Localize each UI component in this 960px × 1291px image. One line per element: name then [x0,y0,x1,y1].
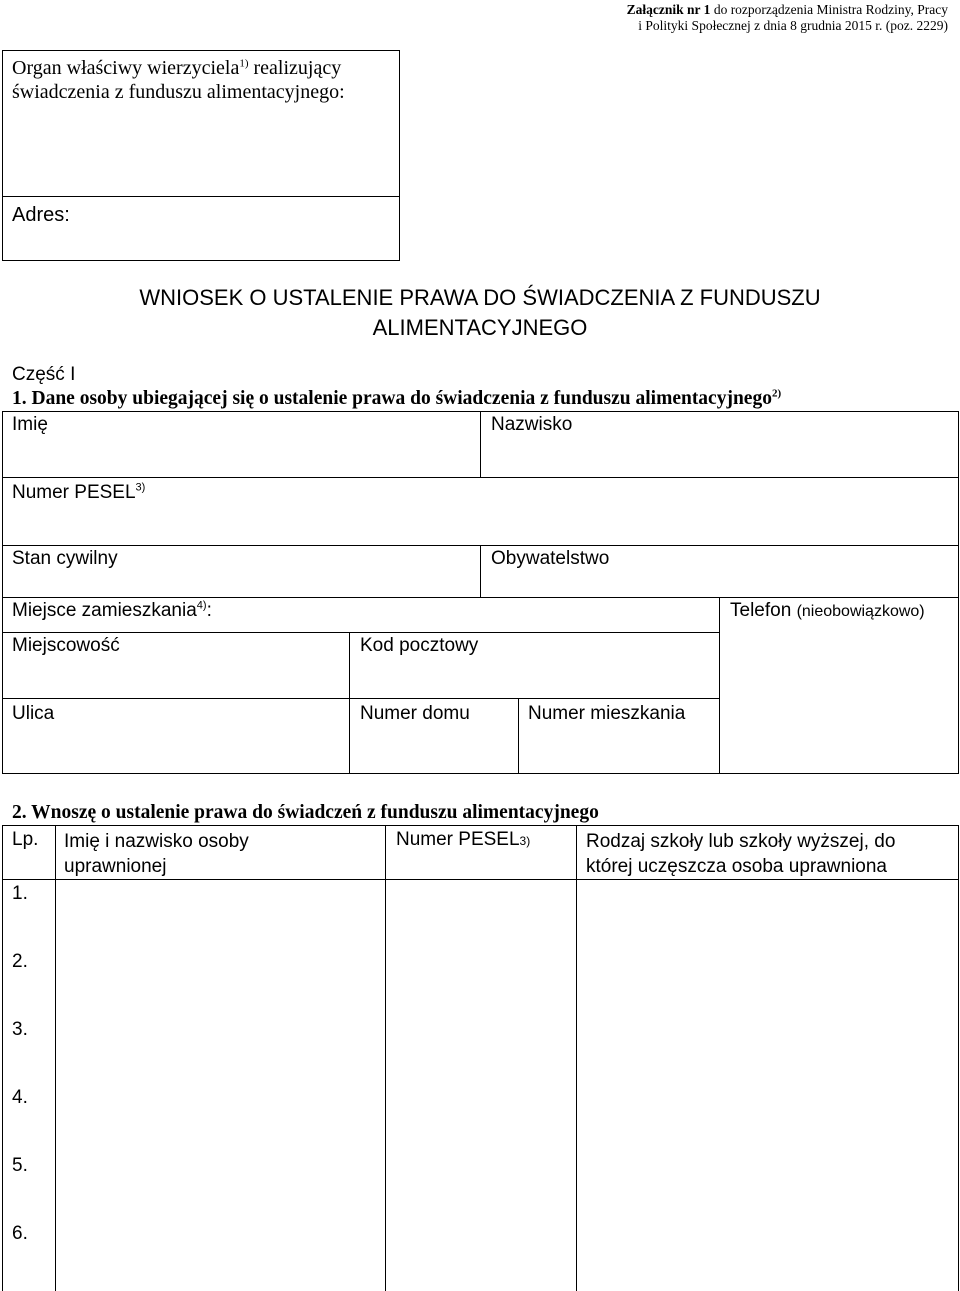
phone-field[interactable] [720,598,958,773]
organ-divider [2,196,400,197]
pesel-field[interactable] [3,478,958,544]
postal-code-label: Kod pocztowy [360,635,479,656]
column-header-pesel-footnote: 3) [519,834,531,848]
document-title [0,283,960,343]
flat-number-label: Numer mieszkania [528,703,686,724]
phone-optional-note: (nieobowiązkowo) [796,603,925,620]
organ-label [12,56,345,104]
organ-label-line2: świadczenia z funduszu alimentacyjnego: [12,81,345,103]
city-label: Miejscowość [12,635,120,656]
annex-line2: i Polityki Społecznej z dnia 8 grudnia 2015 r. (poz. 2229) [638,18,948,33]
column-header-name [64,829,249,879]
pesel-footnote-ref: 3) [135,481,146,494]
pesel-label [12,482,145,504]
row-number-3: 3. [12,1019,28,1040]
organ-label-part1: Organ właściwy wierzyciela [12,57,240,79]
residence-label-text: Miejsce zamieszkania [12,600,197,621]
residence-label [12,600,212,622]
section1-heading [12,388,781,410]
annex-note [627,2,948,34]
first-name-label: Imię [12,414,48,435]
section1-footnote-ref: 2) [771,387,782,400]
annex-number: Załącznik nr 1 [626,2,711,17]
column-header-school [586,829,895,879]
column-header-lp: Lp. [12,829,39,850]
title-line1: WNIOSEK O USTALENIE PRAWA DO ŚWIADCZENIA Z FUNDUSZU [139,285,821,310]
residence-footnote-ref: 4) [196,599,207,612]
civil-status-label: Stan cywilny [12,548,118,569]
street-field[interactable] [3,699,348,773]
annex-line1: do rozporządzenia Ministra Rodziny, Pracy [710,2,948,17]
title-line2: ALIMENTACYJNEGO [372,315,588,340]
column-header-school-line2: której uczęszcza osoba uprawniona [586,856,888,877]
residence-colon: : [206,600,212,621]
row-number-6: 6. [12,1223,28,1244]
house-number-label: Numer domu [360,703,470,724]
beneficiary-name-cell[interactable] [56,880,384,1291]
first-name-field[interactable] [3,412,479,476]
column-header-name-line1: Imię i nazwisko osoby [64,831,249,852]
phone-label-text: Telefon [730,600,792,621]
address-label: Adres: [12,204,70,226]
part-label: Część I [12,364,76,385]
column-header-pesel [396,829,530,852]
row-number-4: 4. [12,1087,28,1108]
phone-label [730,600,925,623]
column-header-school-line1: Rodzaj szkoły lub szkoły wyższej, do [586,831,896,852]
section1-heading-text: 1. Dane osoby ubiegającej się o ustalenie prawa do świadczenia z funduszu alimentacyjnego [12,388,772,409]
row-number-2: 2. [12,951,28,972]
organ-label-part2: realizujący [248,57,342,79]
pesel-label-text: Numer PESEL [12,482,136,503]
last-name-label: Nazwisko [491,414,573,435]
organ-footnote-ref: 1) [239,57,249,70]
citizenship-label: Obywatelstwo [491,548,610,569]
column-header-pesel-text: Numer PESEL [396,829,520,850]
section2-heading: 2. Wnoszę o ustalenie prawa do świadczeń z funduszu alimentacyjnego [12,802,599,823]
street-label: Ulica [12,703,55,724]
row-number-1: 1. [12,883,28,904]
beneficiary-pesel-cell[interactable] [386,880,575,1291]
row-number-5: 5. [12,1155,28,1176]
beneficiary-school-cell[interactable] [577,880,958,1291]
column-header-name-line2: uprawnionej [64,856,167,877]
